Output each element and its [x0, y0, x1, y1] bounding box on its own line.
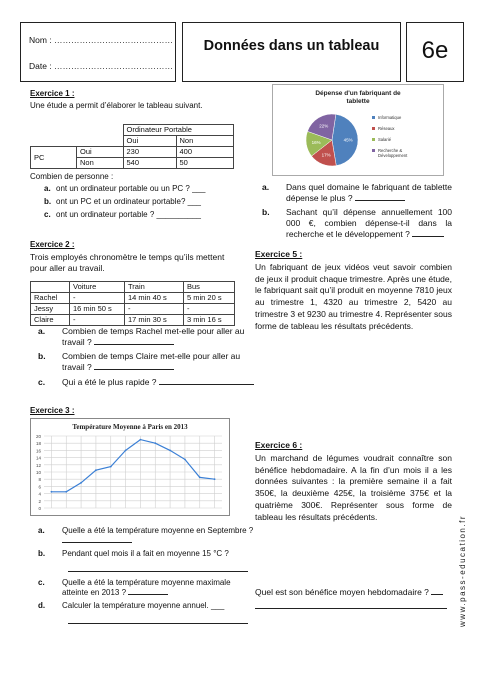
nom-field[interactable]: Nom : ……………………………………	[29, 35, 174, 45]
ex2-questions	[38, 326, 254, 387]
ex3-item-c: c. Quelle a été la température moyenne maximale atteinte en 2013 ?	[38, 578, 231, 597]
ex1-cell: 50	[176, 158, 233, 169]
ex1-cell: 230	[123, 147, 176, 158]
ex5-title: Exercice 5 :	[255, 249, 303, 259]
y-tick-label: 2	[38, 498, 41, 504]
table-row	[31, 315, 235, 326]
ex2-cell: 16 min 50 s	[70, 304, 125, 315]
ex2-title: Exercice 2 :	[30, 240, 75, 249]
answer-blank[interactable]	[431, 593, 443, 595]
y-tick-label: 16	[35, 448, 41, 454]
ex1-item-c: c. ont un ordinateur portable ? __________	[44, 210, 202, 219]
chart-title: Température Moyenne à Paris en 2013	[72, 423, 188, 431]
ex5-text: Un fabriquant de jeux vidéos veut savoir combien de jeux il produit chaque trimestre. Après une étude, le fabriquant sait qu’il produit en moyenne 7810 jeux au trimestre 1, 4320 au trimestre 2, 5420 au trimestre 3 et 9230 au trimestre 4. Représenter sous forme de tableau les résultats précédents.	[255, 261, 453, 332]
ex2-cell: 14 min 40 s	[125, 293, 184, 304]
ex2-header: Bus	[184, 282, 235, 293]
y-tick-label: 20	[35, 434, 41, 439]
pie-slice-label: 16%	[311, 140, 321, 146]
ex1-row-non: Non	[77, 158, 124, 169]
answer-blank[interactable]	[62, 541, 132, 543]
date-field[interactable]: Date : ……………………………………	[29, 61, 174, 71]
exercice-2	[30, 240, 235, 273]
ex6-text: Un marchand de légumes voudrait connaître son bénéfice hebdomadaire. A la fin d’un mois il a les données suivantes : la première semaine il a fait 350€, la deuxième 425€, la troisième 375€ et la quatrième 300€. Représenter sous forme de tableau les résultats précédents.	[255, 452, 452, 523]
legend-label: Informatique	[378, 115, 402, 120]
name-date-box	[20, 22, 176, 82]
watermark-url: www.pass-education.fr	[458, 515, 467, 627]
ex2-item-c: c. Qui a été le plus rapide ?	[44, 377, 254, 388]
ex1-header-portable: Ordinateur Portable	[123, 125, 233, 136]
legend-label: Salarié	[378, 137, 392, 142]
answer-line[interactable]	[255, 608, 447, 609]
answer-blank[interactable]	[128, 593, 168, 595]
answer-blank[interactable]	[159, 383, 254, 385]
data-point	[154, 442, 156, 444]
ex3-item-b: b. Pendant quel mois il a fait en moyenne 15 °C ?	[44, 549, 256, 572]
y-tick-label: 6	[38, 484, 41, 490]
ex2-cell: -	[125, 304, 184, 315]
ex6-question: Quel est son bénéfice moyen hebdomadaire ?	[255, 587, 455, 598]
ex1-cell: 400	[176, 147, 233, 158]
ex4-item-b: b. Sachant qu’il dépense annuellement 100 000 €, combien dépense-t-il dans la recherche et le développement ?	[262, 207, 452, 239]
data-point	[125, 450, 127, 452]
ex2-header	[31, 282, 70, 293]
ex1-questions	[30, 172, 255, 223]
legend-swatch	[372, 138, 375, 141]
data-point	[110, 466, 112, 468]
legend-swatch	[372, 116, 375, 119]
ex2-cell: -	[184, 304, 235, 315]
pie-slice-label: 17%	[321, 152, 331, 158]
ex1-cell: 540	[123, 158, 176, 169]
y-tick-label: 8	[38, 477, 41, 483]
ex2-cell: -	[70, 293, 125, 304]
temperature-line-chart	[30, 418, 230, 516]
data-point	[184, 459, 186, 461]
y-tick-label: 10	[35, 470, 41, 475]
ex2-cell: -	[70, 315, 125, 326]
chart-series	[306, 114, 358, 166]
ex1-table	[30, 124, 234, 169]
ex2-cell: 3 min 16 s	[184, 315, 235, 326]
ex2-item-b: b. Combien de temps Claire met-elle pour aller au travail ?	[38, 351, 241, 372]
ex1-item-b: b. ont un PC et un ordinateur portable? ___	[44, 197, 201, 206]
legend-swatch	[372, 149, 375, 152]
ex1-col-non: Non	[176, 136, 233, 147]
ex1-row-oui: Oui	[77, 147, 124, 158]
ex2-cell: Claire	[31, 315, 70, 326]
ex3-item-d: d. Calculer la température moyenne annuel. ___	[44, 601, 256, 624]
level-box	[406, 22, 464, 82]
data-point	[214, 478, 216, 480]
y-tick-label: 4	[38, 491, 41, 497]
ex2-item-a: a. Combien de temps Rachel met-elle pour aller au travail ?	[38, 326, 245, 347]
y-tick-label: 0	[38, 506, 41, 511]
legend-label: Recherche & Développement	[378, 148, 408, 158]
expense-pie-chart	[272, 84, 444, 176]
answer-blank[interactable]	[412, 235, 444, 237]
data-point	[169, 450, 171, 452]
exercice-5	[255, 249, 452, 333]
table-row	[31, 293, 235, 304]
data-point	[80, 482, 82, 484]
answer-line[interactable]	[68, 623, 248, 624]
data-point	[51, 491, 53, 493]
ex1-title: Exercice 1 :	[30, 89, 75, 98]
level-label: 6e	[421, 37, 449, 64]
data-point	[65, 491, 67, 493]
chart-title: Dépense d'un fabriquant de tablette	[315, 90, 401, 105]
ex2-table	[30, 281, 235, 326]
ex3-item-a: a. Quelle a été la température moyenne en Septembre ?	[44, 526, 256, 546]
y-tick-label: 12	[35, 462, 41, 468]
pie-slice-label: 45%	[343, 137, 353, 143]
ex4-questions	[262, 182, 452, 239]
ex1-intro: Une étude a permit d’élaborer le tableau suivant.	[30, 101, 203, 110]
ex2-header: Train	[125, 282, 184, 293]
ex2-cell: Rachel	[31, 293, 70, 304]
ex2-cell: 5 min 20 s	[184, 293, 235, 304]
page-title: Données dans un tableau	[203, 38, 380, 54]
answer-line[interactable]	[68, 571, 248, 572]
exercice-6	[255, 440, 452, 524]
data-point	[199, 477, 201, 479]
data-point	[95, 469, 97, 471]
ex2-header: Voiture	[70, 282, 125, 293]
y-tick-label: 14	[35, 455, 41, 461]
ex2-cell: 17 min 30 s	[125, 315, 184, 326]
data-point	[140, 439, 142, 441]
exercice-1	[30, 89, 245, 111]
ex2-intro: Trois employés chronomètre le temps qu’ils mettent pour aller au travail.	[30, 252, 225, 273]
ex1-item-a: a. ont un ordinateur portable ou un PC ? ___	[44, 184, 206, 193]
title-box	[182, 22, 401, 82]
pie-slice-label: 22%	[319, 123, 329, 129]
legend-label: Réseaux	[378, 126, 395, 131]
y-tick-label: 18	[35, 441, 41, 447]
ex6-title: Exercice 6 :	[255, 440, 303, 450]
ex1-question: Combien de personne :	[30, 172, 114, 181]
ex1-col-oui: Oui	[123, 136, 176, 147]
answer-blank[interactable]	[94, 343, 174, 345]
ex1-row-pc: PC	[31, 147, 77, 169]
ex3-questions	[38, 526, 256, 624]
ex2-cell: Jessy	[31, 304, 70, 315]
legend-swatch	[372, 127, 375, 130]
table-row	[31, 304, 235, 315]
answer-blank[interactable]	[355, 199, 405, 201]
answer-blank[interactable]	[94, 368, 174, 370]
ex3-title: Exercice 3 :	[30, 406, 75, 415]
ex4-item-a: a. Dans quel domaine le fabriquant de tablette dépense le plus ?	[262, 182, 452, 203]
